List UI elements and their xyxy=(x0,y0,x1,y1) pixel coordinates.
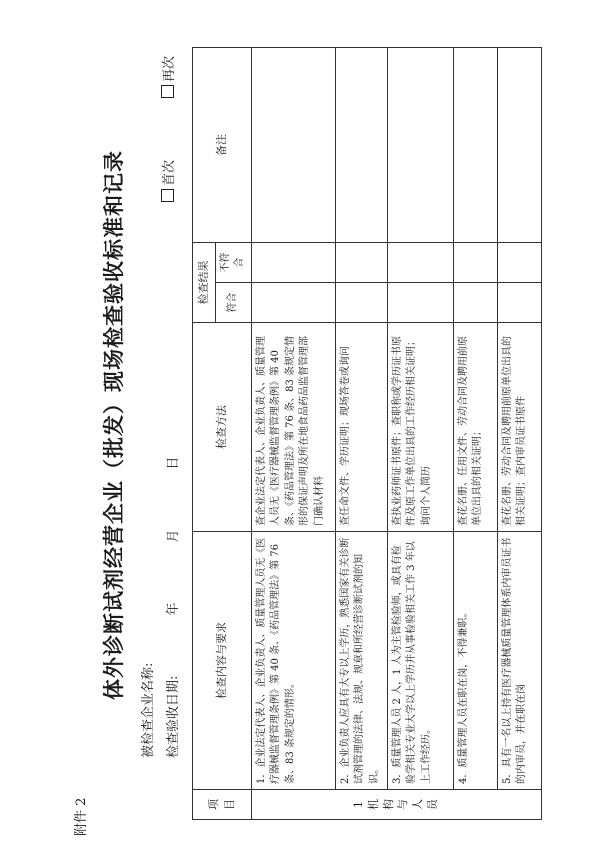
header-result: 检查结果 xyxy=(193,243,216,323)
date-year: 年 xyxy=(166,602,181,616)
header-fail: 不符合 xyxy=(215,243,251,283)
row-content: 5．具有一名以上持有医疗器械质量管理体系内审员证书的内审员，并在职在岗 xyxy=(497,532,541,790)
row-method: 查企业法定代表人、企业负责人、质量管理人员无《医疗器械监督管理条例》第 40 条、《药品管理法》第 76 条、83 条规定情形的保证声明及所在地食品药品监督管理部门确认材料 xyxy=(251,323,335,532)
table-row xyxy=(251,48,335,820)
company-name-label: 被检查企业名称: xyxy=(141,662,156,758)
section-char: 1 xyxy=(351,801,365,808)
date-label: 检查验收日期: xyxy=(166,675,181,758)
row-fail-cell[interactable] xyxy=(335,243,387,283)
recheck-option[interactable] xyxy=(158,56,177,98)
date-day: 日 xyxy=(166,456,181,470)
row-remark-cell[interactable] xyxy=(497,48,541,243)
row-content: 3．质量管理人员 2 人，1 人为主管检验师，或具有检验学相关专业大学以上学历并从事检验相关工作 3 年以上工作经历。 xyxy=(387,532,453,790)
row-method: 查执业药师证书原件；查职称或学历证书原件及原工作单位出具的工作经历相关证明；询问个人简历 xyxy=(387,323,453,532)
row-remark-cell[interactable] xyxy=(387,48,453,243)
row-pass-cell[interactable] xyxy=(387,283,453,323)
row-fail-cell[interactable] xyxy=(497,243,541,283)
section-label xyxy=(251,790,541,820)
row-method: 查花名册、劳动合同及聘用前原单位出具的相关证明；查内审员证书原件 xyxy=(497,323,541,532)
header-pass: 符合 xyxy=(215,283,251,323)
row-remark-cell[interactable] xyxy=(251,48,335,243)
section-char: 机 xyxy=(366,799,380,810)
document-title: 体外诊断试剂经营企业（批发）现场检查验收标准和记录 xyxy=(101,150,126,700)
section-char: 人 xyxy=(411,799,425,810)
row-pass-cell[interactable] xyxy=(497,283,541,323)
row-fail-cell[interactable] xyxy=(251,243,335,283)
table-row xyxy=(387,48,453,820)
section-char: 员 xyxy=(426,799,440,810)
date-month: 月 xyxy=(166,529,181,543)
table-header-row xyxy=(193,48,216,820)
first-check-label: 首次 xyxy=(162,159,177,186)
row-pass-cell[interactable] xyxy=(251,283,335,323)
table-row xyxy=(335,48,387,820)
first-check-option[interactable] xyxy=(158,160,177,202)
date-line xyxy=(162,457,181,758)
table-row xyxy=(453,48,497,820)
attachment-label: 附件 2 xyxy=(74,797,89,836)
table-row xyxy=(497,48,541,820)
row-content: 1．企业法定代表人、企业负责人、质量管理人员无《医疗器械监督管理条例》第 40 条、《药品管理法》第 76 条、83 条规定的情形。 xyxy=(251,532,335,790)
section-char: 与 xyxy=(396,799,410,810)
row-method: 查任命文件、学历证明；现场答卷或询问 xyxy=(335,323,387,532)
row-remark-cell[interactable] xyxy=(453,48,497,243)
row-content: 4．质量管理人员在职在岗，不得兼职。 xyxy=(453,532,497,790)
row-fail-cell[interactable] xyxy=(453,243,497,283)
inspection-table xyxy=(192,47,542,820)
header-content: 检查内容与要求 xyxy=(193,532,252,790)
header-project: 项目 xyxy=(193,790,252,820)
row-remark-cell[interactable] xyxy=(335,48,387,243)
header-method: 检查方法 xyxy=(193,323,252,532)
first-check-checkbox[interactable] xyxy=(161,189,174,202)
section-char: 构 xyxy=(381,799,395,810)
row-pass-cell[interactable] xyxy=(453,283,497,323)
company-line xyxy=(137,663,156,758)
row-method: 查花名册、任用文件、劳动合同及聘用前原单位出具的相关证明； xyxy=(453,323,497,532)
header-remark: 备注 xyxy=(193,48,252,243)
recheck-label: 再次 xyxy=(162,55,177,82)
recheck-checkbox[interactable] xyxy=(161,85,174,98)
row-pass-cell[interactable] xyxy=(335,283,387,323)
row-content: 2．企业负责人应具有大专以上学历，熟悉国家有关诊断试剂管理的法律、法规、规章和所经营诊断试剂的知识。 xyxy=(335,532,387,790)
row-fail-cell[interactable] xyxy=(387,243,453,283)
